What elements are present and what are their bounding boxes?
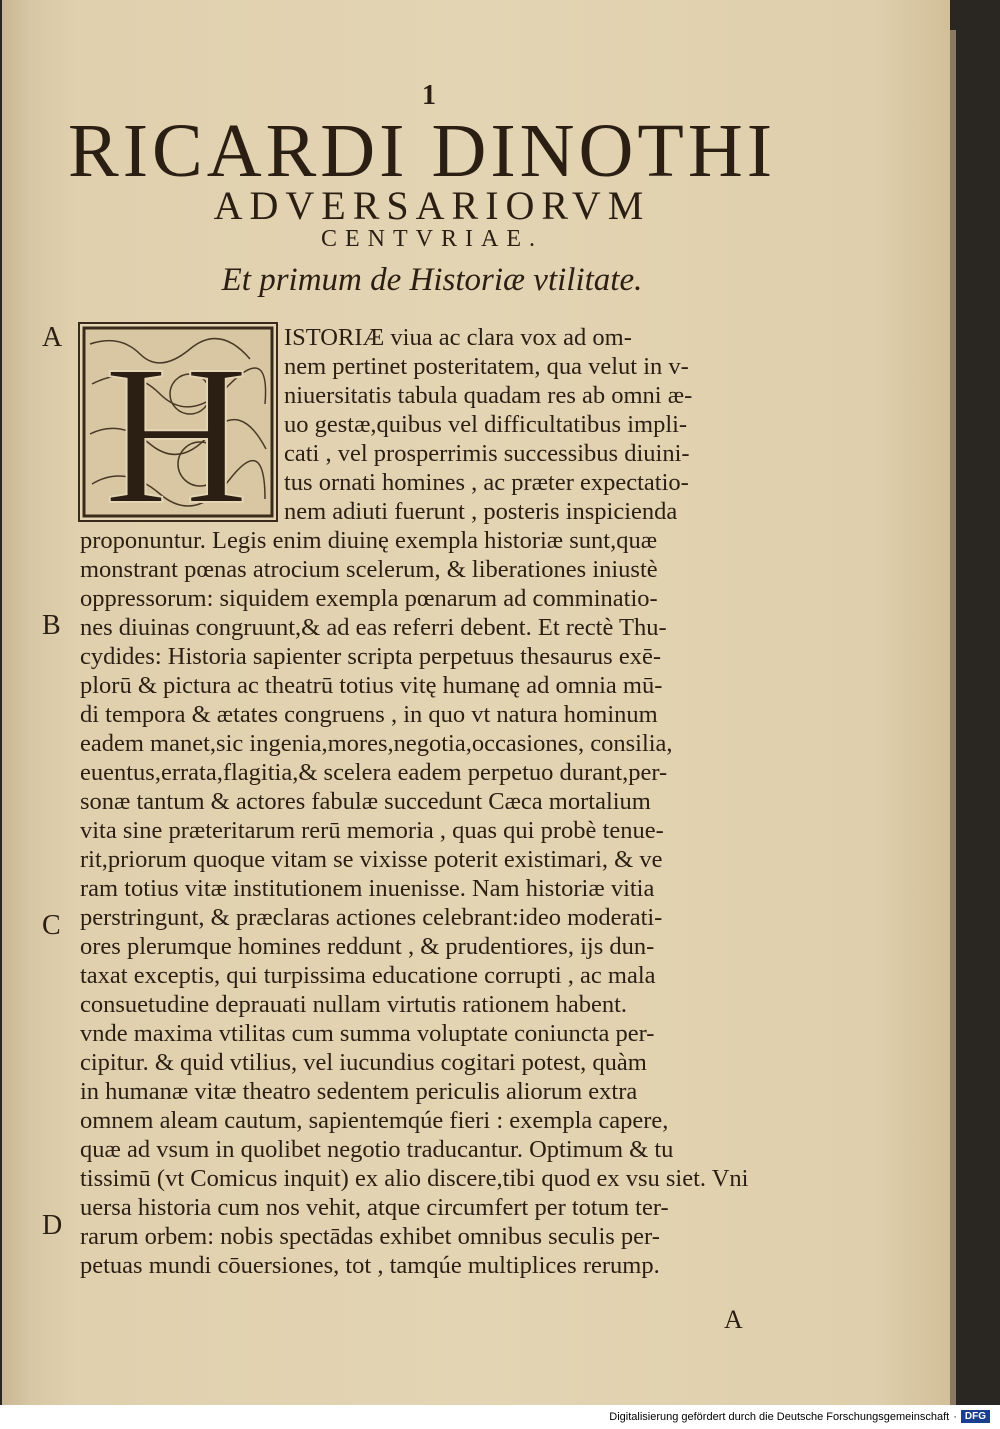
body-line: in humanæ vitæ theatro sedentem periculis aliorum extra <box>80 1078 638 1105</box>
body-line: consuetudine deprauati nullam virtutis rationem habent. <box>80 991 628 1018</box>
chapter-heading: Et primum de Historiæ vtilitate. <box>221 262 643 298</box>
body-line: proponuntur. Legis enim diuinę exempla historiæ sunt,quæ <box>80 527 658 554</box>
body-line: ram totius vitæ institutionem inuenisse. Nam historiæ vitia <box>80 875 655 902</box>
body-line: quæ ad vsum in quolibet negotio traducantur. Optimum & tu <box>80 1136 674 1163</box>
body-line: omnem aleam cautum, sapientemqúe fieri : exempla capere, <box>80 1107 669 1134</box>
decorated-initial <box>78 322 278 522</box>
dfg-logo-icon[interactable]: DFG <box>961 1410 990 1423</box>
body-line: di tempora & ætates congruens , in quo vt natura hominum <box>80 701 658 728</box>
body-line: cati , vel prosperrimis successibus diuini- <box>284 440 690 467</box>
margin-letter-d: D <box>42 1210 63 1241</box>
body-line: tus ornati homines , ac præter expectatio- <box>284 469 689 496</box>
woodcut-ornament-icon <box>80 324 276 520</box>
body-line: petuas mundi cōuersiones, tot , tamqúe multiplices rerump. <box>80 1252 660 1279</box>
catchword: A <box>724 1305 743 1334</box>
body-line: perstringunt, & præclaras actiones celebrant:ideo moderati- <box>80 904 663 931</box>
title-part: CENTVRIAE. <box>321 226 543 252</box>
body-line: nes diuinas congruunt,& ad eas referri debent. Et rectè Thu- <box>80 614 667 641</box>
body-line: rarum orbem: nobis spectādas exhibet omnibus seculis per- <box>80 1223 660 1250</box>
body-line: sonæ tantum & actores fabulæ succedunt Cæca mortalium <box>80 788 651 815</box>
body-line: taxat exceptis, qui turpissima educatione corrupti , ac mala <box>80 962 656 989</box>
body-line: cipitur. & quid vtilius, vel iucundius cogitari potest, quàm <box>80 1049 647 1076</box>
body-line: ISTORIÆ viua ac clara vox ad om- <box>284 324 632 351</box>
footer-credit: Digitalisierung gefördert durch die Deutsche Forschungsgemeinschaft · DFG <box>609 1410 990 1423</box>
footer-text: Digitalisierung gefördert durch die Deutsche Forschungsgemeinschaft <box>609 1410 950 1423</box>
body-line: rit,priorum quoque vitam se vixisse poterit existimari, & ve <box>80 846 663 873</box>
body-line: tissimū (vt Comicus inquit) ex alio discere,tibi quod ex vsu siet. Vni <box>80 1165 749 1192</box>
body-line: plorū & pictura ac theatrū totius vitę humanę ad omnia mū- <box>80 672 663 699</box>
page-edge <box>950 30 956 1405</box>
margin-letter-c: C <box>42 910 61 941</box>
page-number: 1 <box>422 80 436 111</box>
title-author: RICARDI DINOTHI <box>68 109 777 193</box>
body-line: monstrant pœnas atrocium scelerum, & liberationes iniustè <box>80 556 658 583</box>
body-line: eadem manet,sic ingenia,mores,negotia,occasiones, consilia, <box>80 730 673 757</box>
body-line: ores plerumque homines reddunt , & prudentiores, ijs dun- <box>80 933 655 960</box>
body-line: uersa historia cum nos vehit, atque circumfert per totum ter- <box>80 1194 669 1221</box>
body-line: oppressorum: siquidem exempla pœnarum ad comminatio- <box>80 585 658 612</box>
body-line: vnde maxima vtilitas cum summa voluptate coniuncta per- <box>80 1020 655 1047</box>
initial-letter: H <box>104 325 249 520</box>
body-line: euentus,errata,flagitia,& scelera eadem perpetuo durant,per- <box>80 759 668 786</box>
body-line: niuersitatis tabula quadam res ab omni æ- <box>284 382 693 409</box>
body-line: nem adiuti fuerunt , posteris inspicienda <box>284 498 678 525</box>
title-work: ADVERSARIORVM <box>213 183 651 228</box>
body-line: vita sine præteritarum rerū memoria , quas qui probè tenue- <box>80 817 664 844</box>
body-line: nem pertinet posteritatem, qua velut in v- <box>284 353 689 380</box>
book-page <box>2 0 950 1405</box>
margin-letter-b: B <box>42 610 61 641</box>
body-line: cydides: Historia sapienter scripta perpetuus thesaurus exē- <box>80 643 662 670</box>
margin-letter-a: A <box>42 322 63 353</box>
body-line: uo gestæ,quibus vel difficultatibus impli- <box>284 411 688 438</box>
